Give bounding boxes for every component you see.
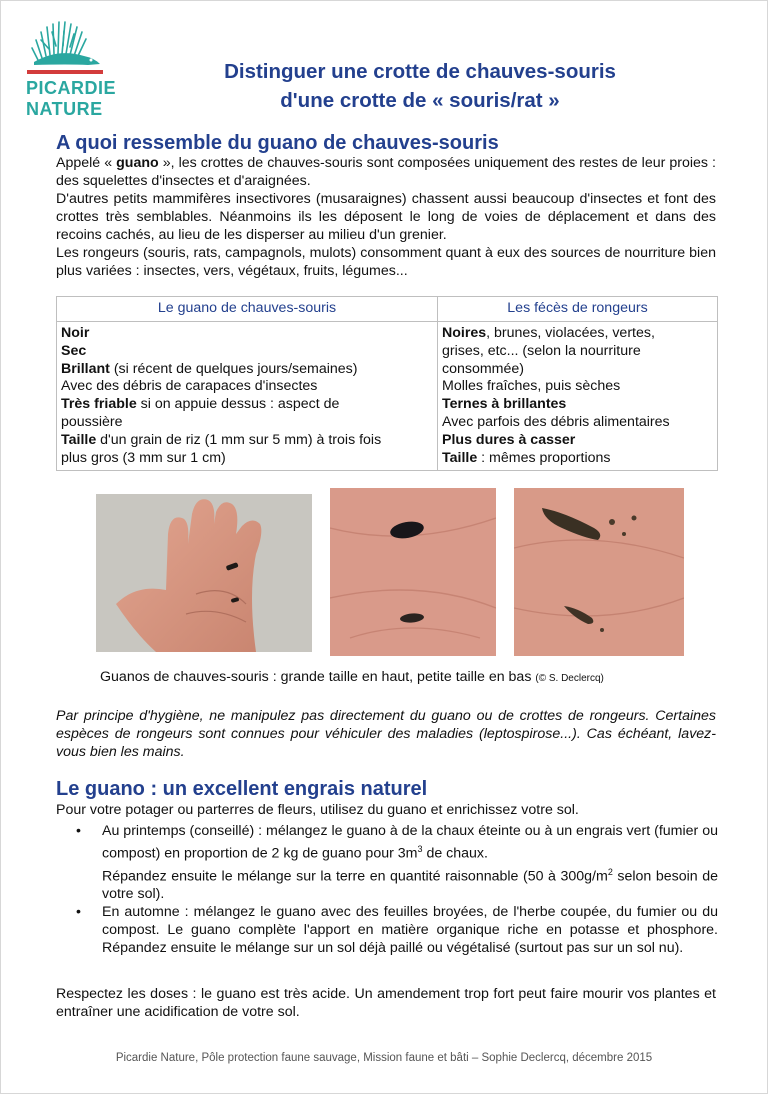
section1-paragraph1	[56, 154, 716, 190]
table-row	[57, 322, 718, 471]
logo-line1: PICARDIE	[26, 78, 117, 98]
comparison-table	[56, 296, 718, 471]
col1-cell	[57, 322, 438, 471]
table-cell-line: Sec	[61, 342, 87, 359]
logo-red-line	[27, 70, 103, 74]
caption-text: Guanos de chauves-souris : grande taille en haut, petite taille en bas	[100, 669, 532, 685]
table-cell-line: grises, etc... (selon la nourriture	[442, 342, 641, 359]
col2-header: Les fécès de rongeurs	[438, 297, 718, 322]
photo-small-guano	[514, 488, 684, 656]
list-item-autumn: • En automne : mélangez le guano avec des feuilles broyées, de l'herbe coupée, du fumier ou du compost. Le guano complète l'apport en matière organique riche en potasse et phosphore. Répandez ensuite le mélange sur un sol déjà paillé ou végétalisé (surtout pas sur un sol nu).	[76, 904, 718, 957]
p1-after: », les crottes de chauves-souris sont composées uniquement des restes de leur proies : des squelettes d'insectes et d'araignées.	[56, 155, 716, 189]
table-cell-line: Noir	[61, 325, 90, 341]
logo-line2: NATURE	[26, 99, 103, 119]
table-cell-line: Taille : mêmes proportions	[442, 449, 611, 466]
title-line2: d'une crotte de « souris/rat »	[280, 89, 560, 112]
table-cell-line: Avec des débris de carapaces d'insectes	[61, 378, 318, 395]
logo-text	[26, 78, 116, 120]
fertilizer-list	[72, 822, 718, 957]
p1-bold: guano	[116, 155, 159, 171]
title-line1: Distinguer une crotte de chauves-souris	[224, 60, 616, 83]
hygiene-note: Par principe d'hygiène, ne manipulez pas directement du guano ou de crottes de rongeurs. Certaines espèces de rongeurs sont connues pour véhiculer des maladies (leptospirose...). Cas échéant, lavez-vous bien les mains.	[56, 708, 716, 760]
table-cell-line: Noires, brunes, violacées, vertes,	[442, 325, 655, 341]
table-cell-line: Plus dures à casser	[442, 431, 576, 448]
col2-cell	[438, 322, 718, 471]
section1-paragraph2: D'autres petits mammifères insectivores (musaraignes) chassent aussi beaucoup d'insectes et font des crottes très semblables. Néanmoins ils les déposent le long de voies de déplacement et dans des recoins cachés, au lieu de les disperser au milieu d'un grenier.	[56, 191, 716, 243]
p1-before: Appelé «	[56, 155, 117, 171]
section1-paragraph3: Les rongeurs (souris, rats, campagnols, mulots) consomment quant à eux des sources de nourriture bien plus variées : insectes, vers, végétaux, fruits, légumes...	[56, 245, 716, 279]
table-header-row	[57, 297, 718, 322]
picardie-nature-logo	[22, 18, 117, 122]
table-cell-line: plus gros (3 mm sur 1 cm)	[61, 449, 226, 466]
photo-large-guano	[330, 488, 496, 656]
bullet-icon: •	[76, 823, 81, 839]
table-cell-line: Molles fraîches, puis sèches	[442, 378, 621, 395]
list-item-spring: • Au printemps (conseillé) : mélangez le guano à de la chaux éteinte ou à un engrais vert (fumier ou compost) en proportion de 2 kg de guano pour $3m^3$ de chaux. Répandez ensuite le mélange sur la terre en quantité raisonnable (50 à $300g/m^2$ selon besoin de votre sol).	[76, 823, 718, 903]
photo-caption	[100, 669, 700, 685]
closing-paragraph: Respectez les doses : le guano est très acide. Un amendement trop fort peut faire mourir vos plantes et entraîner une acidification de votre sol.	[56, 986, 716, 1020]
photo-hand	[96, 494, 312, 652]
photo-credit: (© S. Declercq)	[535, 673, 604, 684]
footer: Picardie Nature, Pôle protection faune sauvage, Mission faune et bâti – Sophie Declercq, décembre 2015	[115, 1052, 653, 1064]
col1-header: Le guano de chauves-souris	[57, 297, 438, 322]
hedgehog-icon	[28, 18, 104, 68]
section2-heading: Le guano : un excellent engrais naturel	[56, 778, 428, 800]
table-cell-line: Avec parfois des débris alimentaires	[442, 413, 670, 430]
section2-intro: Pour votre potager ou parterres de fleurs, utilisez du guano et enrichissez votre sol.	[56, 802, 579, 818]
section1-heading: A quoi ressemble du guano de chauves-souris	[56, 132, 499, 154]
table-cell-line: consommée)	[442, 360, 525, 377]
table-cell-line: Taille d'un grain de riz (1 mm sur 5 mm) à trois fois	[61, 431, 382, 448]
table-cell-line: Brillant (si récent de quelques jours/semaines)	[61, 360, 358, 377]
table-cell-line: poussière	[61, 413, 123, 430]
table-cell-line: Très friable si on appuie dessus : aspect de	[61, 396, 340, 413]
bullet-icon: •	[76, 904, 81, 921]
table-cell-line: Ternes à brillantes	[442, 396, 567, 413]
